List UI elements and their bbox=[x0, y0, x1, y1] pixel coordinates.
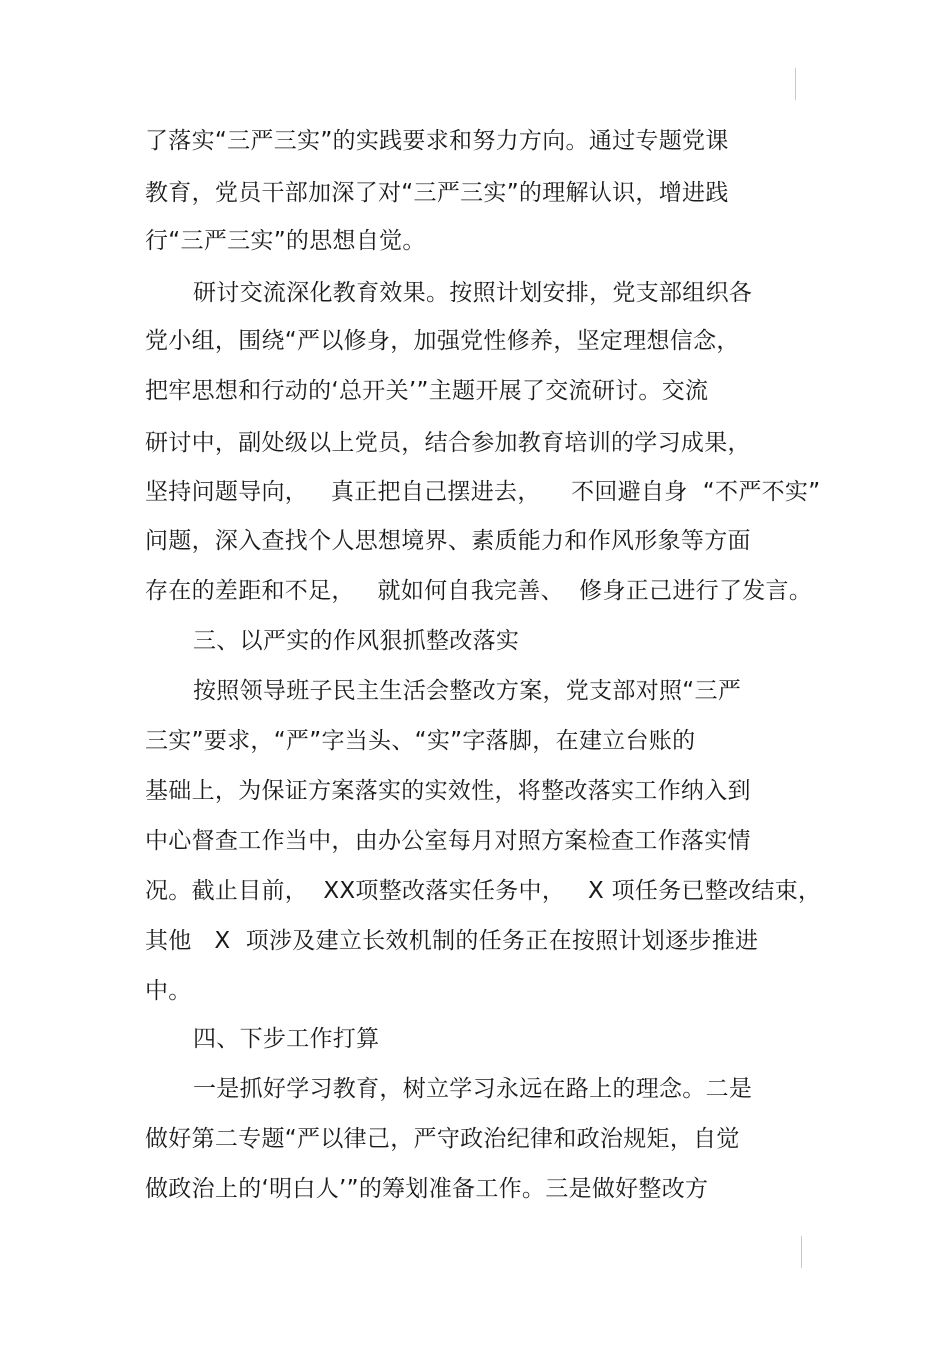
text-line: 做政治上的‘明白人’”的筹划准备工作。三是做好整改方 bbox=[145, 1176, 709, 1202]
text-line: 三实”要求，“严”字当头、“实”字落脚，在建立台账的 bbox=[145, 728, 696, 754]
text-line: 基础上，为保证方案落实的实效性，将整改落实工作纳入到 bbox=[145, 778, 751, 804]
text-line: 了落实“三严三实”的实践要求和努力方向。通过专题党课 bbox=[145, 128, 729, 154]
page-corner-mark-bottom bbox=[801, 1236, 802, 1268]
section-heading-3: 三、以严实的作风狠抓整改落实 bbox=[193, 628, 520, 654]
section-heading-4: 四、下步工作打算 bbox=[193, 1026, 380, 1052]
text-line: 况。截止目前， XX项整改落实任务中， X 项任务已整改结束， bbox=[145, 878, 822, 904]
text-line: 研讨中，副处级以上党员，结合参加教育培训的学习成果， bbox=[145, 430, 751, 456]
paragraph-start-line: 按照领导班子民主生活会整改方案，党支部对照“三严 bbox=[193, 678, 742, 704]
text-line: 行“三严三实”的思想自觉。 bbox=[145, 228, 426, 254]
text-line: 其他 X 项涉及建立长效机制的任务正在按照计划逐步推进 bbox=[145, 928, 759, 954]
paragraph-start-line: 一是抓好学习教育，树立学习永远在路上的理念。二是 bbox=[193, 1076, 753, 1102]
text-line: 中心督查工作当中，由办公室每月对照方案检查工作落实情 bbox=[145, 828, 751, 854]
text-line: 教育，党员干部加深了对“三严三实”的理解认识，增进践 bbox=[145, 180, 729, 206]
text-line: 党小组，围绕“严以修身，加强党性修养，坚定理想信念， bbox=[145, 328, 740, 354]
text-line: 做好第二专题“严以律己，严守政治纪律和政治规矩，自觉 bbox=[145, 1126, 740, 1152]
text-line: 坚持问题导向， 真正把自己摆进去， 不回避自身 “不严不实” bbox=[145, 479, 821, 505]
page-corner-mark-top bbox=[795, 68, 796, 100]
text-line: 问题，深入查找个人思想境界、素质能力和作风形象等方面 bbox=[145, 528, 751, 554]
paragraph-start-line: 研讨交流深化教育效果。按照计划安排，党支部组织各 bbox=[193, 280, 753, 306]
text-line: 中。 bbox=[145, 978, 192, 1004]
text-line: 存在的差距和不足， 就如何自我完善、 修身正己进行了发言。 bbox=[145, 578, 813, 604]
text-line: 把牢思想和行动的‘总开关’”主题开展了交流研讨。交流 bbox=[145, 378, 709, 404]
